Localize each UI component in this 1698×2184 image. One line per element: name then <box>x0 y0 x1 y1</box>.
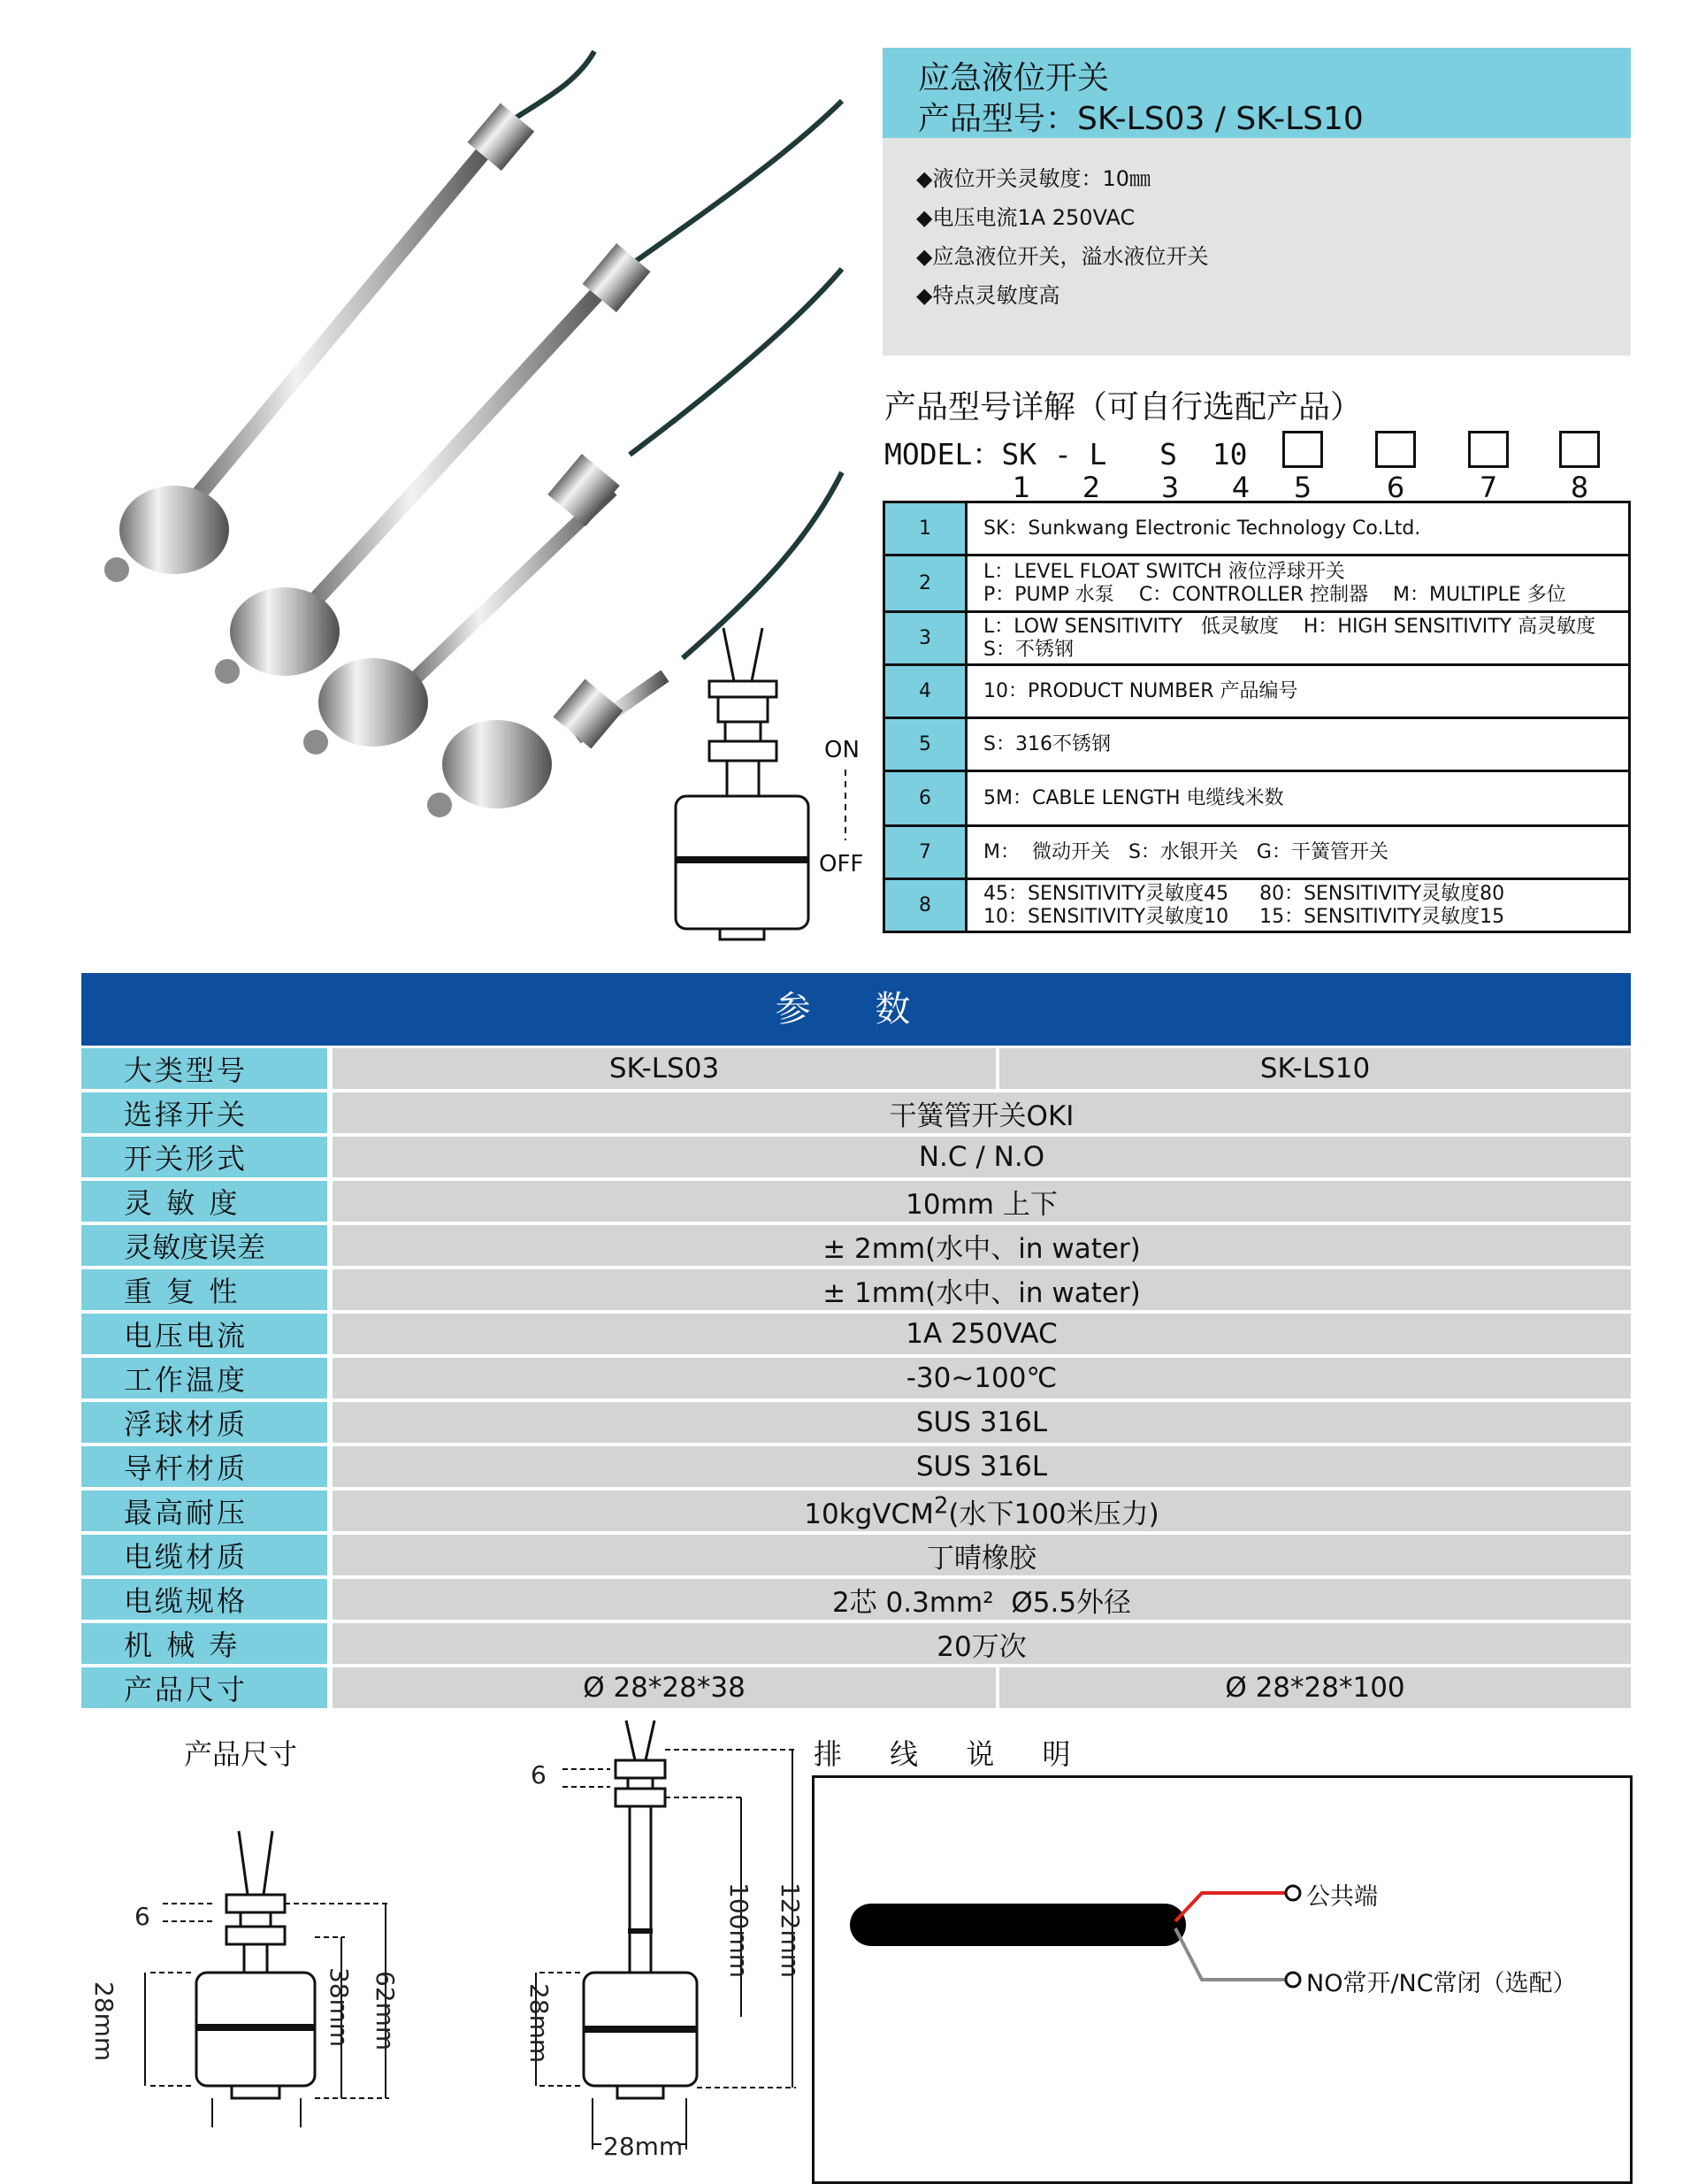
param-value: -30~100℃ <box>330 1356 1631 1400</box>
params-row <box>81 1091 1631 1135</box>
param-label: 工作温度 <box>81 1356 330 1400</box>
param-label: 产品尺寸 <box>81 1666 330 1710</box>
params-row <box>81 1533 1631 1577</box>
param-value: 丁晴橡胶 <box>330 1533 1631 1577</box>
param-label: 重 复 性 <box>81 1268 330 1312</box>
params-row <box>81 1621 1631 1666</box>
legend-row <box>884 665 1630 718</box>
header-model: 产品型号：SK-LS03 / SK-LS10 <box>918 101 1364 137</box>
params-table <box>81 1048 1631 1712</box>
param-value-right: SK-LS10 <box>998 1048 1631 1091</box>
dimension-drawing-small <box>124 1822 460 2158</box>
legend-index: 2 <box>884 556 967 612</box>
param-value: SUS 316L <box>330 1445 1631 1489</box>
legend-index: 1 <box>884 502 967 556</box>
dim-small-body: 38mm <box>325 1967 354 2048</box>
dimension-drawing-large <box>513 1716 814 2158</box>
params-row <box>81 1312 1631 1356</box>
legend-text <box>967 718 1630 771</box>
param-label: 开关形式 <box>81 1135 330 1179</box>
dim-large-rod: 100mm <box>724 1882 753 1978</box>
param-label: 电缆材质 <box>81 1533 330 1577</box>
wiring-no-nc-label: NO常开/NC常闭（选配） <box>1306 1970 1577 1997</box>
model-position-number: 8 <box>1570 471 1589 504</box>
legend-line: SK：Sunkwang Electronic Technology Co.Ltd. <box>983 517 1421 540</box>
params-row <box>81 1268 1631 1312</box>
param-label: 机 械 寿 <box>81 1621 330 1666</box>
legend-index: 6 <box>884 771 967 826</box>
wiring-box <box>812 1775 1633 2184</box>
feature-item: ◆应急液位开关，溢水液位开关 <box>916 244 1209 269</box>
model-position-number: 5 <box>1293 471 1312 504</box>
param-label: 浮球材质 <box>81 1400 330 1445</box>
model-option-box <box>1559 431 1600 468</box>
param-label: 大类型号 <box>81 1048 330 1091</box>
legend-line: L：LEVEL FLOAT SWITCH 液位浮球开关 <box>983 560 1345 583</box>
legend-text <box>967 879 1630 932</box>
legend-text <box>967 502 1630 556</box>
param-value: 1A 250VAC <box>330 1312 1631 1356</box>
switch-diagram <box>646 619 884 946</box>
legend-line: 5M：CABLE LENGTH 电缆线米数 <box>983 786 1284 809</box>
legend-row <box>884 879 1630 932</box>
switch-off-label: OFF <box>819 851 864 877</box>
param-value-tail: (水下100米压力) <box>948 1498 1159 1530</box>
params-row <box>81 1577 1631 1621</box>
model-position-number: 7 <box>1479 471 1498 504</box>
params-row <box>81 1223 1631 1268</box>
param-label: 最高耐压 <box>81 1489 330 1533</box>
switch-on-label: ON <box>824 737 860 763</box>
params-row <box>81 1356 1631 1400</box>
param-value: 干簧管开关OKI <box>330 1091 1631 1135</box>
params-row <box>81 1489 1631 1533</box>
legend-row <box>884 556 1630 612</box>
param-label: 导杆材质 <box>81 1445 330 1489</box>
legend-row <box>884 502 1630 556</box>
header-title: 应急液位开关 <box>918 60 1110 96</box>
param-label: 电压电流 <box>81 1312 330 1356</box>
params-row <box>81 1445 1631 1489</box>
dim-large-width: 28mm <box>603 2132 684 2161</box>
params-title: 参 数 <box>81 973 1631 1046</box>
param-value: 20万次 <box>330 1621 1631 1666</box>
legend-line: 45：SENSITIVITY灵敏度45 80：SENSITIVITY灵敏度80 <box>983 882 1505 905</box>
legend-line: S：不锈钢 <box>983 638 1074 661</box>
param-label: 灵 敏 度 <box>81 1179 330 1223</box>
model-position-number: 6 <box>1386 471 1405 504</box>
param-value-sup: 2 <box>933 1492 949 1520</box>
param-label: 选择开关 <box>81 1091 330 1135</box>
dim-large-nut: 6 <box>531 1760 547 1789</box>
wiring-title: 排 线 说 明 <box>814 1737 1090 1771</box>
legend-text <box>967 771 1630 826</box>
params-row <box>81 1135 1631 1179</box>
dim-large-total: 122mm <box>776 1882 805 1978</box>
model-position-number: 2 <box>1082 471 1101 504</box>
model-code-line: MODEL：SK - L S 10 <box>884 437 1248 471</box>
legend-index: 4 <box>884 665 967 718</box>
header-features <box>883 138 1631 356</box>
model-detail-title: 产品型号详解（可自行选配产品） <box>884 389 1363 425</box>
param-value: ± 2mm(水中、in water) <box>330 1223 1631 1268</box>
param-value-right: Ø 28*28*100 <box>998 1666 1631 1710</box>
feature-item: ◆液位开关灵敏度：10㎜ <box>916 166 1151 191</box>
params-row <box>81 1400 1631 1445</box>
param-value-left: Ø 28*28*38 <box>330 1666 998 1710</box>
param-label: 灵敏度误差 <box>81 1223 330 1268</box>
legend-line: 10：PRODUCT NUMBER 产品编号 <box>983 679 1298 702</box>
dim-small-height: 28mm <box>89 1981 119 2062</box>
model-option-box <box>1375 431 1416 468</box>
param-value: 2芯 0.3mm² Ø5.5外径 <box>330 1577 1631 1621</box>
legend-index: 8 <box>884 879 967 932</box>
model-position-number: 3 <box>1160 471 1180 504</box>
params-row <box>81 1666 1631 1710</box>
dim-small-nut: 6 <box>134 1902 150 1931</box>
legend-text <box>967 826 1630 879</box>
legend-line: S：316不锈钢 <box>983 732 1111 755</box>
header-title-band <box>883 48 1631 138</box>
feature-item: ◆特点灵敏度高 <box>916 283 1060 308</box>
model-legend-table <box>883 501 1631 933</box>
model-position-number: 1 <box>1012 471 1031 504</box>
legend-line: P：PUMP 水泵 C：CONTROLLER 控制器 M：MULTIPLE 多位 <box>983 583 1566 606</box>
param-value: SUS 316L <box>330 1400 1631 1445</box>
legend-index: 5 <box>884 718 967 771</box>
params-row <box>81 1048 1631 1091</box>
param-label: 电缆规格 <box>81 1577 330 1621</box>
params-row <box>81 1179 1631 1223</box>
legend-index: 7 <box>884 826 967 879</box>
legend-text <box>967 612 1630 665</box>
legend-line: 10：SENSITIVITY灵敏度10 15：SENSITIVITY灵敏度15 <box>983 905 1505 928</box>
param-value-main: 10kgVCM <box>804 1498 934 1530</box>
param-value <box>330 1489 1631 1533</box>
legend-line: L：LOW SENSITIVITY 低灵敏度 H：HIGH SENSITIVITY 高灵敏度 <box>983 615 1596 638</box>
model-option-box <box>1282 431 1323 468</box>
legend-index: 3 <box>884 612 967 665</box>
param-value: 10mm 上下 <box>330 1179 1631 1223</box>
dimensions-title: 产品尺寸 <box>184 1737 298 1771</box>
dim-large-height: 28mm <box>524 1983 554 2064</box>
legend-text <box>967 665 1630 718</box>
legend-row <box>884 771 1630 826</box>
model-position-number: 4 <box>1231 471 1251 504</box>
legend-row <box>884 826 1630 879</box>
param-value: N.C / N.O <box>330 1135 1631 1179</box>
feature-item: ◆电压电流1A 250VAC <box>916 205 1136 230</box>
legend-row <box>884 612 1630 665</box>
param-value-left: SK-LS03 <box>330 1048 998 1091</box>
dim-small-total: 62mm <box>371 1971 400 2051</box>
legend-line: M： 微动开关 S：水银开关 G：干簧管开关 <box>983 840 1388 863</box>
legend-row <box>884 718 1630 771</box>
model-option-box <box>1468 431 1509 468</box>
legend-text <box>967 556 1630 612</box>
wiring-common-label: 公共端 <box>1306 1883 1378 1911</box>
param-value: ± 1mm(水中、in water) <box>330 1268 1631 1312</box>
